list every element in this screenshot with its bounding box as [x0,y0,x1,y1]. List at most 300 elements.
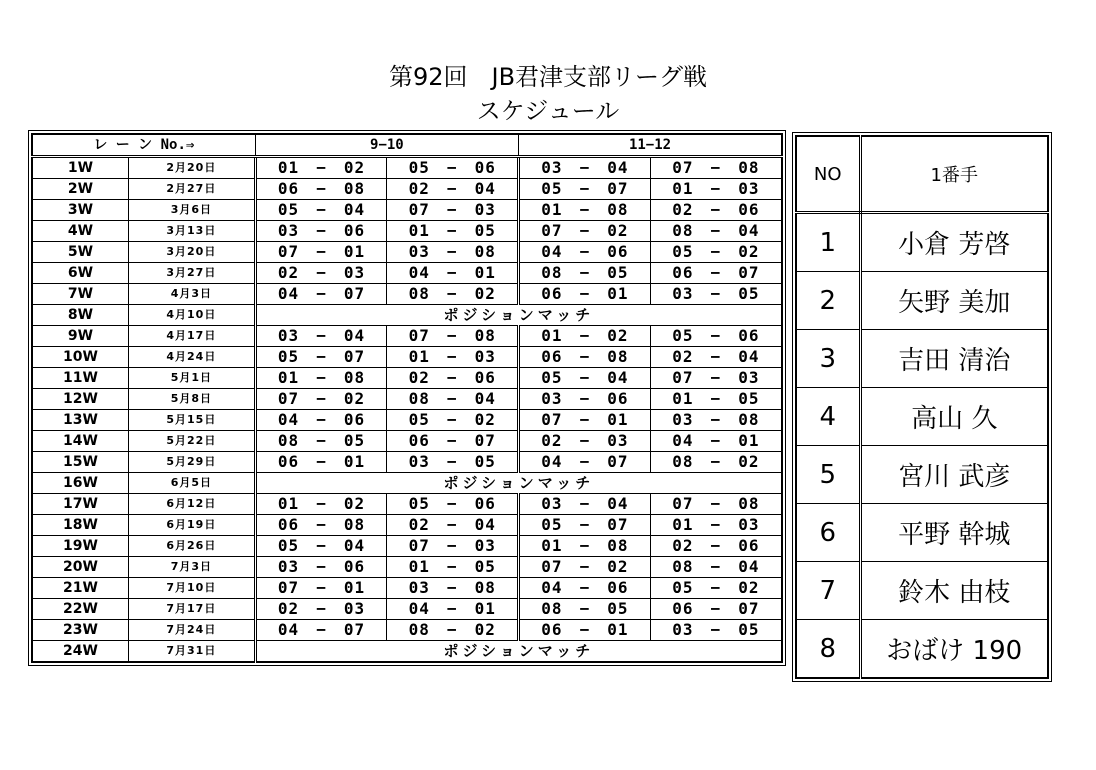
team-a-number: 08 [408,284,430,303]
week-cell: 19W [32,536,129,557]
team-a-number: 06 [672,263,694,282]
team-a-number: 07 [277,578,300,597]
match-pair-cell [650,368,782,389]
team-b-number: 02 [607,557,629,576]
versus-dash: − [446,452,458,471]
versus-dash: − [316,452,327,471]
match-pair-cell [255,452,387,473]
team-b-number: 08 [738,158,760,177]
versus-dash: − [446,578,458,597]
team-a-number: 05 [672,242,694,261]
position-match-cell: ポジションマッチ [255,641,782,663]
versus-dash: − [579,158,591,177]
week-cell: 22W [32,599,129,620]
match-pair-cell [650,157,782,179]
team-b-number: 06 [607,578,629,597]
week-cell: 15W [32,452,129,473]
date-cell: 3月27日 [129,263,256,284]
team-a-number: 03 [672,284,694,303]
match-pair-cell [255,620,387,641]
date-cell: 3月6日 [129,200,256,221]
players-header-row [796,136,1048,213]
team-b-number: 08 [738,494,760,513]
week-cell: 20W [32,557,129,578]
date-cell: 4月24日 [129,347,256,368]
team-b-number: 07 [343,347,366,366]
match-pair-cell [519,452,651,473]
match-pair-cell [519,557,651,578]
team-b-number: 06 [607,242,629,261]
week-cell: 18W [32,515,129,536]
match-pair-cell [519,284,651,305]
team-a-number: 08 [672,452,694,471]
player-no-cell: 6 [796,504,860,562]
versus-dash: − [710,242,722,261]
match-pair-cell [387,368,519,389]
versus-dash: − [710,389,722,408]
team-b-number: 02 [738,452,760,471]
versus-dash: − [710,326,722,345]
team-b-number: 05 [738,620,760,639]
team-a-number: 01 [541,326,563,345]
team-a-number: 05 [541,368,563,387]
week-cell: 8W [32,305,129,326]
team-a-number: 04 [408,263,430,282]
team-b-number: 04 [738,347,760,366]
schedule-body [32,157,782,663]
date-cell: 4月17日 [129,326,256,347]
versus-dash: − [446,158,458,177]
player-name-cell: 宮川 武彦 [860,446,1048,504]
team-b-number: 06 [607,389,629,408]
player-no-cell: 3 [796,330,860,388]
schedule-row [32,536,782,557]
team-b-number: 05 [343,431,366,450]
team-b-number: 06 [738,200,760,219]
match-pair-cell [519,242,651,263]
team-b-number: 03 [474,200,496,219]
date-cell: 7月10日 [129,578,256,599]
date-cell: 6月19日 [129,515,256,536]
week-cell: 6W [32,263,129,284]
team-b-number: 08 [474,578,496,597]
versus-dash: − [579,221,591,240]
team-b-number: 01 [343,242,366,261]
versus-dash: − [316,578,327,597]
match-pair-cell [387,326,519,347]
versus-dash: − [316,557,327,576]
versus-dash: − [710,158,722,177]
player-name-cell: おばけ 190 [860,620,1048,679]
team-a-number: 03 [541,389,563,408]
team-a-number: 03 [672,620,694,639]
team-b-number: 08 [474,242,496,261]
versus-dash: − [710,410,722,429]
versus-dash: − [446,557,458,576]
lane-label-header: レ ー ン No.⇒ [32,134,255,157]
player-no-cell: 2 [796,272,860,330]
match-pair-cell [255,389,387,410]
team-a-number: 05 [672,578,694,597]
versus-dash: − [710,599,722,618]
team-b-number: 01 [607,620,629,639]
team-b-number: 06 [738,326,760,345]
versus-dash: − [710,431,722,450]
team-a-number: 07 [408,326,430,345]
match-pair-cell [387,389,519,410]
week-cell: 13W [32,410,129,431]
match-pair-cell [650,578,782,599]
team-b-number: 06 [343,410,366,429]
team-b-number: 05 [474,557,496,576]
team-a-number: 06 [672,599,694,618]
player-name-cell: 平野 幹城 [860,504,1048,562]
team-a-number: 08 [277,431,300,450]
team-a-number: 02 [408,179,430,198]
team-b-number: 06 [474,494,496,513]
team-a-number: 05 [408,494,430,513]
team-a-number: 03 [408,452,430,471]
match-pair-cell [387,200,519,221]
date-cell: 5月22日 [129,431,256,452]
team-a-number: 06 [277,179,300,198]
match-pair-cell [519,431,651,452]
schedule-row [32,389,782,410]
team-b-number: 02 [343,158,366,177]
page-subtitle: スケジュール [476,97,620,125]
versus-dash: − [316,221,327,240]
team-b-number: 04 [343,200,366,219]
versus-dash: − [710,578,722,597]
team-b-number: 07 [343,620,366,639]
schedule-row [32,641,782,663]
match-pair-cell [255,242,387,263]
week-cell: 23W [32,620,129,641]
match-pair-cell [519,389,651,410]
versus-dash: − [579,599,591,618]
team-a-number: 07 [408,200,430,219]
date-cell: 7月17日 [129,599,256,620]
team-a-number: 03 [277,326,300,345]
team-a-number: 04 [541,452,563,471]
versus-dash: − [710,536,722,555]
week-cell: 5W [32,242,129,263]
versus-dash: − [579,368,591,387]
team-b-number: 01 [607,410,629,429]
team-b-number: 07 [607,179,629,198]
versus-dash: − [579,242,591,261]
match-pair-cell [519,494,651,515]
team-a-number: 08 [672,221,694,240]
team-a-number: 03 [408,578,430,597]
team-b-number: 04 [343,326,366,345]
schedule-header-row [32,134,782,157]
week-cell: 10W [32,347,129,368]
team-b-number: 03 [738,368,760,387]
team-a-number: 01 [672,179,694,198]
schedule-row [32,557,782,578]
team-b-number: 02 [474,284,496,303]
team-b-number: 06 [343,557,366,576]
team-b-number: 03 [343,263,366,282]
match-pair-cell [650,242,782,263]
match-pair-cell [387,179,519,200]
team-b-number: 04 [474,389,496,408]
versus-dash: − [316,200,327,219]
team-a-number: 02 [672,347,694,366]
team-b-number: 04 [474,179,496,198]
date-cell: 6月12日 [129,494,256,515]
date-cell: 2月20日 [129,157,256,179]
versus-dash: − [710,221,722,240]
team-a-number: 06 [277,452,300,471]
versus-dash: − [579,557,591,576]
versus-dash: − [316,536,327,555]
match-pair-cell [255,494,387,515]
match-pair-cell [519,326,651,347]
schedule-row [32,494,782,515]
team-a-number: 02 [672,536,694,555]
team-a-number: 07 [672,368,694,387]
team-a-number: 06 [277,515,300,534]
team-b-number: 02 [343,494,366,513]
team-a-number: 02 [277,599,300,618]
team-a-number: 03 [541,494,563,513]
team-a-number: 04 [277,410,300,429]
match-pair-cell [387,263,519,284]
match-pair-cell [519,599,651,620]
position-match-cell: ポジションマッチ [255,305,782,326]
versus-dash: − [446,284,458,303]
team-b-number: 01 [738,431,760,450]
team-a-number: 02 [277,263,300,282]
schedule-row [32,347,782,368]
team-a-number: 08 [408,620,430,639]
team-b-number: 08 [474,326,496,345]
team-b-number: 08 [343,179,366,198]
versus-dash: − [316,368,327,387]
team-b-number: 02 [474,410,496,429]
match-pair-cell [255,326,387,347]
versus-dash: − [316,494,327,513]
versus-dash: − [316,284,327,303]
match-pair-cell [519,263,651,284]
versus-dash: − [579,389,591,408]
match-pair-cell [387,578,519,599]
player-row [796,620,1048,679]
week-cell: 4W [32,221,129,242]
match-pair-cell [255,179,387,200]
team-b-number: 04 [738,557,760,576]
versus-dash: − [316,389,327,408]
team-b-number: 07 [607,515,629,534]
versus-dash: − [446,536,458,555]
lane-group-header-1: 9−10 [255,134,518,157]
match-pair-cell [519,221,651,242]
date-cell: 4月3日 [129,284,256,305]
team-a-number: 08 [541,263,563,282]
versus-dash: − [446,221,458,240]
player-name-cell: 吉田 清治 [860,330,1048,388]
schedule-row [32,284,782,305]
date-cell: 7月31日 [129,641,256,663]
team-b-number: 05 [607,599,629,618]
schedule-row [32,515,782,536]
team-b-number: 03 [738,515,760,534]
versus-dash: − [446,242,458,261]
match-pair-cell [387,347,519,368]
week-cell: 21W [32,578,129,599]
team-b-number: 05 [474,452,496,471]
match-pair-cell [650,179,782,200]
match-pair-cell [255,557,387,578]
date-cell: 5月8日 [129,389,256,410]
match-pair-cell [650,515,782,536]
week-cell: 17W [32,494,129,515]
match-pair-cell [387,452,519,473]
team-a-number: 01 [408,221,430,240]
versus-dash: − [710,263,722,282]
team-a-number: 01 [277,494,300,513]
team-b-number: 02 [474,620,496,639]
team-b-number: 01 [343,578,366,597]
date-cell: 6月26日 [129,536,256,557]
versus-dash: − [446,599,458,618]
versus-dash: − [710,494,722,513]
match-pair-cell [650,221,782,242]
versus-dash: − [579,200,591,219]
week-cell: 3W [32,200,129,221]
week-cell: 9W [32,326,129,347]
versus-dash: − [316,242,327,261]
team-a-number: 07 [541,410,563,429]
versus-dash: − [710,515,722,534]
versus-dash: − [710,284,722,303]
match-pair-cell [650,557,782,578]
match-pair-cell [650,431,782,452]
schedule-row [32,326,782,347]
versus-dash: − [710,200,722,219]
schedule-row [32,157,782,179]
team-b-number: 03 [343,599,366,618]
schedule-row [32,410,782,431]
team-a-number: 06 [541,620,563,639]
match-pair-cell [519,157,651,179]
schedule-row [32,263,782,284]
week-cell: 7W [32,284,129,305]
team-b-number: 03 [607,431,629,450]
team-a-number: 05 [408,410,430,429]
team-a-number: 05 [672,326,694,345]
team-a-number: 01 [277,158,300,177]
team-a-number: 07 [672,158,694,177]
schedule-row [32,473,782,494]
position-match-cell: ポジションマッチ [255,473,782,494]
team-b-number: 02 [738,242,760,261]
date-cell: 7月3日 [129,557,256,578]
versus-dash: − [446,494,458,513]
versus-dash: − [579,620,591,639]
versus-dash: − [446,389,458,408]
team-a-number: 03 [541,158,563,177]
match-pair-cell [519,368,651,389]
team-a-number: 02 [541,431,563,450]
team-a-number: 08 [541,599,563,618]
team-b-number: 06 [343,221,366,240]
page-title: 第92回 JB君津支部リーグ戦 [388,63,708,91]
versus-dash: − [579,326,591,345]
team-a-number: 08 [672,557,694,576]
team-b-number: 06 [738,536,760,555]
player-name-header: 1番手 [860,136,1048,213]
team-a-number: 01 [672,515,694,534]
team-b-number: 04 [607,158,629,177]
versus-dash: − [446,620,458,639]
date-cell: 3月20日 [129,242,256,263]
date-cell: 5月1日 [129,368,256,389]
team-b-number: 02 [738,578,760,597]
team-b-number: 05 [738,284,760,303]
versus-dash: − [316,515,327,534]
team-a-number: 07 [408,536,430,555]
team-a-number: 06 [541,284,563,303]
team-b-number: 07 [738,599,760,618]
team-a-number: 02 [672,200,694,219]
lane-group-header-2: 11−12 [519,134,782,157]
versus-dash: − [710,557,722,576]
match-pair-cell [650,284,782,305]
team-a-number: 01 [277,368,300,387]
team-a-number: 01 [541,536,563,555]
team-b-number: 04 [343,536,366,555]
team-b-number: 02 [607,326,629,345]
date-cell: 5月15日 [129,410,256,431]
versus-dash: − [316,431,327,450]
match-pair-cell [387,494,519,515]
team-b-number: 02 [343,389,366,408]
match-pair-cell [255,157,387,179]
versus-dash: − [446,200,458,219]
team-a-number: 05 [408,158,430,177]
team-b-number: 03 [738,179,760,198]
team-b-number: 08 [607,347,629,366]
match-pair-cell [255,410,387,431]
match-pair-cell [387,515,519,536]
schedule-row [32,620,782,641]
player-row [796,446,1048,504]
date-cell: 5月29日 [129,452,256,473]
team-b-number: 03 [474,536,496,555]
match-pair-cell [387,599,519,620]
versus-dash: − [579,452,591,471]
match-pair-cell [387,410,519,431]
match-pair-cell [255,263,387,284]
schedule-row [32,179,782,200]
schedule-table [31,133,783,663]
match-pair-cell [387,221,519,242]
versus-dash: − [446,431,458,450]
player-row [796,272,1048,330]
date-cell: 2月27日 [129,179,256,200]
team-b-number: 07 [738,263,760,282]
week-cell: 2W [32,179,129,200]
team-b-number: 07 [343,284,366,303]
team-a-number: 04 [277,620,300,639]
team-b-number: 01 [343,452,366,471]
match-pair-cell [387,557,519,578]
week-cell: 14W [32,431,129,452]
versus-dash: − [579,431,591,450]
